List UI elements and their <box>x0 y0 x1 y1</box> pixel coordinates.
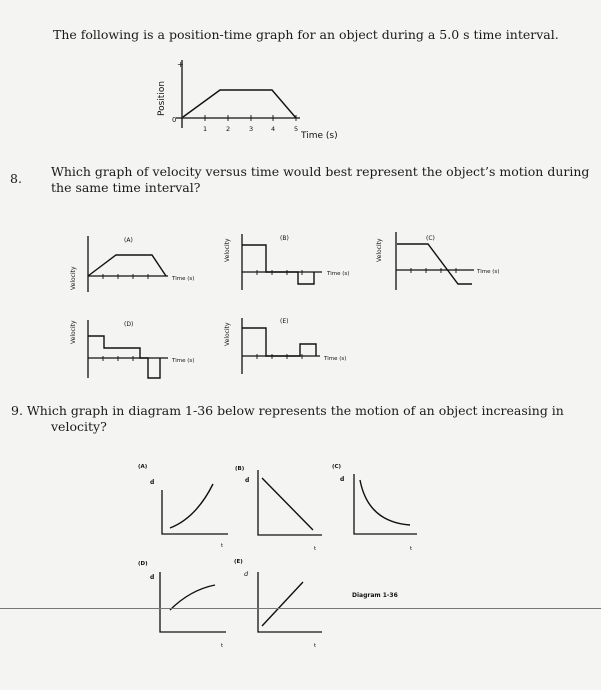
q9-option-c[interactable] <box>332 464 417 552</box>
q9-a-xlabel: t <box>221 543 224 549</box>
q9-a-ylabel: d <box>150 479 155 486</box>
q9-b-letter: (B) <box>235 466 245 472</box>
q8-a-xlabel: Time (s) <box>172 276 195 282</box>
q8-c-letter: (C) <box>426 235 435 242</box>
q9-c-curve <box>360 480 410 525</box>
q9-c-letter: (C) <box>332 464 342 470</box>
tick-3: 3 <box>249 125 254 133</box>
y-plus-sign: + <box>177 60 184 69</box>
q9-line1-text: Which graph in diagram 1-36 below represents the motion of an object increasing in <box>26 403 564 418</box>
q9-e-letter: (E) <box>234 559 243 565</box>
q9-e-xlabel: t <box>314 643 317 649</box>
q8-b-letter: (B) <box>280 235 289 242</box>
q8-e-letter: (E) <box>280 318 289 325</box>
q9-a-curve <box>170 484 213 528</box>
q8-d-letter: (D) <box>124 321 134 328</box>
q9-option-b[interactable] <box>235 466 322 552</box>
q9-d-xlabel: t <box>221 643 224 649</box>
q8-b-xlabel: Time (s) <box>327 271 350 277</box>
q9-a-letter: (A) <box>138 464 148 470</box>
q9-b-ylabel: d <box>245 477 250 484</box>
q8-c-xlabel: Time (s) <box>477 269 500 275</box>
y-axis-label: Position <box>157 80 167 116</box>
q9-e-curve <box>262 582 303 626</box>
x-axis-label: Time (s) <box>301 131 338 141</box>
origin-label: 0 <box>172 116 177 124</box>
q9-d-curve <box>170 585 215 610</box>
tick-1: 1 <box>203 125 208 133</box>
diagram-label: Diagram 1-36 <box>352 592 398 599</box>
tick-2: 2 <box>226 125 231 133</box>
q8-line2: the same time interval? <box>51 180 201 195</box>
q8-b-ylabel: Velocity <box>224 238 231 262</box>
q9-c-ylabel: d <box>340 476 345 483</box>
q9-line2: velocity? <box>51 419 107 434</box>
q8-e-xlabel: Time (s) <box>324 356 347 362</box>
q9-option-e[interactable] <box>234 559 322 649</box>
q8-c-ylabel: Velocity <box>376 238 383 262</box>
q9-c-xlabel: t <box>410 546 413 552</box>
q8-d-xlabel: Time (s) <box>172 358 195 364</box>
q8-line1: Which graph of velocity versus time would best represent the object’s motion during <box>51 164 590 179</box>
page-divider <box>0 608 601 609</box>
q9-e-ylabel: d <box>244 570 249 578</box>
q8-a-ylabel: Velocity <box>70 266 77 290</box>
q8-number: 8. <box>10 171 22 186</box>
q9-number: 9. <box>11 403 23 418</box>
q9-d-letter: (D) <box>138 561 148 567</box>
q9-option-d[interactable] <box>138 561 226 649</box>
intro-text: The following is a position-time graph for an object during a 5.0 s time interval. <box>53 27 559 42</box>
q8-a-letter: (A) <box>124 237 133 244</box>
q9-option-a[interactable] <box>138 464 228 549</box>
q8-d-ylabel: Velocity <box>70 320 77 344</box>
tick-5: 5 <box>294 125 299 133</box>
q9-b-xlabel: t <box>314 546 317 552</box>
q8-e-ylabel: Velocity <box>224 322 231 346</box>
tick-4: 4 <box>271 125 276 133</box>
q9-b-curve <box>262 478 313 530</box>
q9-d-ylabel: d <box>150 574 155 581</box>
